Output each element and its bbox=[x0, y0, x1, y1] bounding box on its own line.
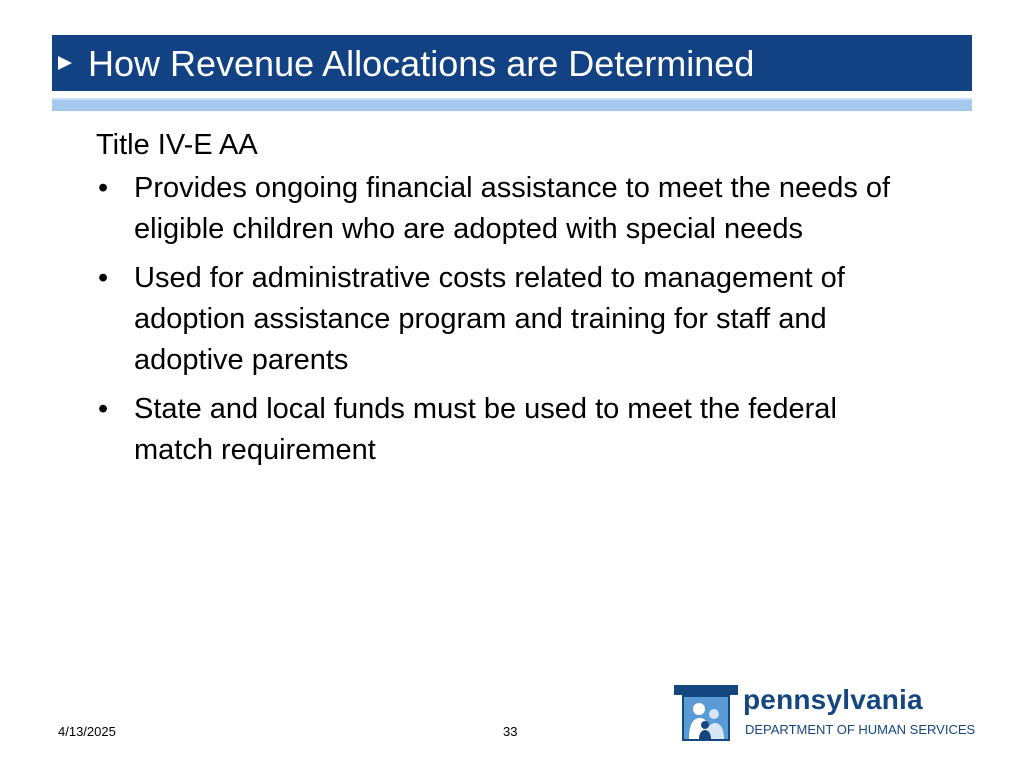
title-bar bbox=[52, 35, 972, 91]
bullet-item bbox=[96, 389, 916, 471]
slide-title: How Revenue Allocations are Determined bbox=[88, 43, 755, 84]
bullet-text: State and local funds must be used to meet the federal match requirement bbox=[134, 393, 837, 466]
slide-body bbox=[96, 125, 916, 479]
bullet-icon: • bbox=[98, 262, 109, 294]
bullet-list bbox=[96, 168, 916, 471]
bullet-icon: • bbox=[98, 172, 109, 204]
accent-divider bbox=[52, 98, 972, 111]
pa-dhs-logo bbox=[672, 681, 982, 747]
bullet-item bbox=[96, 168, 916, 250]
bullet-icon: • bbox=[98, 393, 109, 425]
logo-wordmark: pennsylvania bbox=[743, 684, 923, 715]
page-number: 33 bbox=[503, 724, 518, 739]
bullet-text: Used for administrative costs related to management of adoption assistance program and training for staff and adoptive parents bbox=[134, 262, 845, 376]
footer-date: 4/13/2025 bbox=[58, 724, 116, 739]
section-label: Title IV-E AA bbox=[96, 129, 258, 161]
logo-department: DEPARTMENT OF HUMAN SERVICES bbox=[745, 722, 976, 737]
bullet-item bbox=[96, 258, 916, 381]
keystone-family-icon bbox=[672, 681, 740, 745]
bullet-text: Provides ongoing financial assistance to meet the needs of eligible children who are adopted with special needs bbox=[134, 172, 891, 245]
arrow-right-icon bbox=[58, 56, 72, 70]
